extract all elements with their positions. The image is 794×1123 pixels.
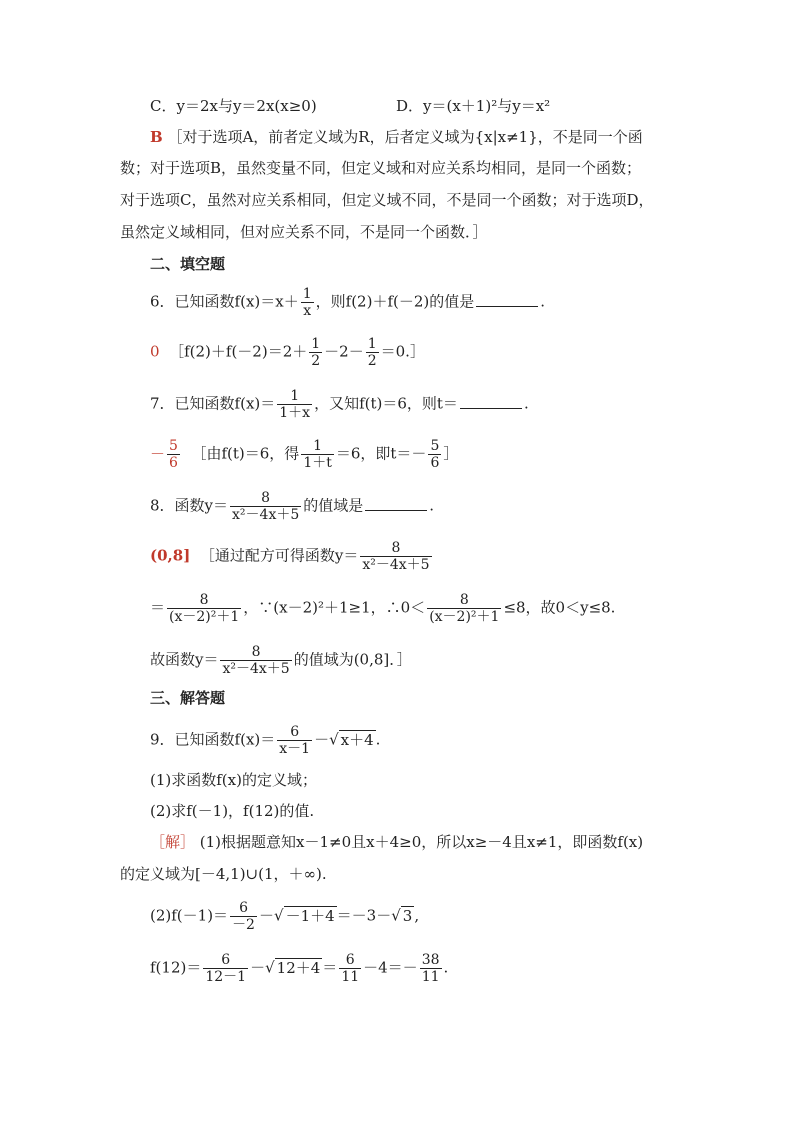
question-6: 6．已知函数f(x)＝x＋ $\frac{1}{x}$ ，则f(2)＋f(－2)的值是 .: [150, 286, 546, 319]
q5-explanation-text: ［对于选项A，前者定义域为R，后者定义域为{x|x≠1}，不是同一个函: [167, 128, 643, 146]
q9-solution-line3: (2)f(－1)＝ $\frac{6}{-2}$ －√ －1＋4 ＝－3－√ 3 ,: [150, 900, 420, 933]
q7-answer: － $\frac{5}{6}$: [150, 438, 178, 471]
q9-solution-line1: ［解］ (1)根据题意知x－1≠0且x＋4≥0，所以x≥－4且x≠1，即函数f(x): [150, 833, 644, 851]
option-c: C．y＝2x与y＝2x(x≥0): [150, 97, 317, 115]
q8-solution-line1: (0,8] ［通过配方可得函数y＝ $\frac{8}{\text{x²－4x＋5}}$: [150, 540, 430, 573]
q8-solution-line3: 故函数y＝ $\frac{8}{\text{x²－4x＋5}}$ 的值域为(0,8]．］: [150, 644, 412, 677]
question-8: 8．函数y＝ $\frac{8}{\text{x²－4x＋5}}$ 的值域是 .: [150, 490, 435, 523]
q5-explanation-line3: 对于选项C，虽然对应关系相同，但定义域不同，不是同一个函数；对于选项D，: [120, 191, 654, 209]
q6-solution: 0 ［f(2)＋f(－2)＝2＋ $\frac{1}{2}$ －2－ $\frac{1}{2}$ ＝0.］: [150, 336, 425, 369]
q8-solution-line2: ＝ $\frac{8}{\text{(x－2)²＋1}}$ ，∵(x－2)²＋1≥1，∴0＜ $\frac{8}{\text{(x－2)²＋1}}$ ≤8，故0＜y≤8.: [150, 592, 616, 625]
q8-answer: (0,8]: [150, 546, 191, 565]
q5-explanation-line1: [150, 127, 643, 147]
q5-answer: B: [150, 128, 163, 146]
answer-blank[interactable]: [476, 294, 538, 307]
q9-solution-line4: f(12)＝ $\frac{6}{12-1}$ －√ 12＋4 ＝ $\frac{6}{11}$ －4＝－ $\frac{38}{11}$ .: [150, 952, 449, 985]
question-9: 9．已知函数f(x)＝ $\frac{6}{x-1}$ －√ x＋4 .: [150, 724, 381, 757]
q7-solution: － $\frac{5}{6}$ ［由f(t)＝6，得 $\frac{1}{1+t}$ ＝6，即t＝－ $\frac{5}{6}$ ］: [150, 438, 459, 471]
q9-solution-line2: 的定义域为[－4,1)∪(1，＋∞).: [120, 865, 327, 883]
section-fill-in: 二、填空题: [150, 255, 226, 273]
answer-blank[interactable]: [460, 396, 522, 409]
q5-explanation-line2: 数；对于选项B，虽然变量不同，但定义域和对应关系均相同，是同一个函数；: [120, 159, 642, 177]
q9-part1: (1)求函数f(x)的定义域；: [150, 771, 317, 789]
q9-part2: (2)求f(－1)，f(12)的值.: [150, 802, 315, 820]
solution-tag: ［解］: [150, 833, 196, 851]
q5-explanation-line4: 虽然定义域相同，但对应关系不同，不是同一个函数．］: [120, 223, 488, 241]
q6-answer: 0: [150, 342, 160, 361]
question-7: 7．已知函数f(x)＝ $\frac{1}{1+x}$ ，又知f(t)＝6，则t＝ .: [150, 388, 529, 421]
answer-blank[interactable]: [365, 498, 427, 511]
option-d: D．y＝(x＋1)²与y＝x²: [396, 97, 551, 115]
section-answer: 三、解答题: [150, 689, 226, 707]
